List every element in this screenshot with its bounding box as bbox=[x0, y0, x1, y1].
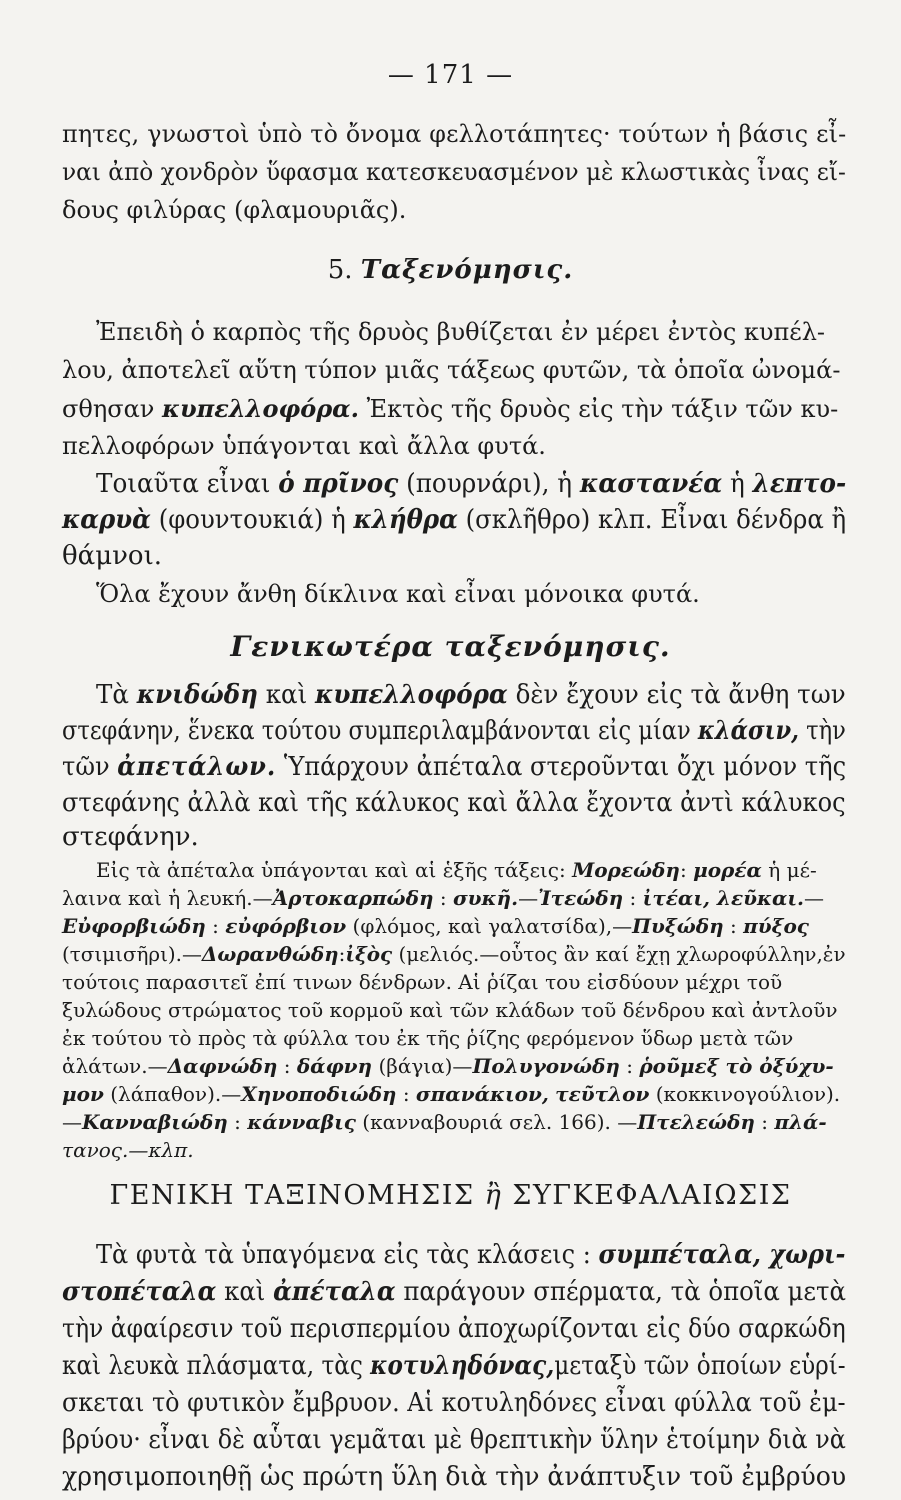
text-line: Τὰ κνιδώδη καὶ κυπελλοφόρα δὲν ἔχουν εἰς τὰ ἄνθη των bbox=[96, 680, 846, 710]
text-line: τῶν ἀπετάλων. Ὑπάρχουν ἀπέταλα στεροῦνται ὄχι μόνον τῆς bbox=[62, 752, 847, 782]
text-line: βρύου· εἶναι δὲ αὗται γεμᾶται μὲ θρεπτικὴν ὕλην ἑτοίμην διὰ νὰ bbox=[62, 1425, 846, 1455]
section-heading bbox=[0, 255, 901, 285]
text-line: δους φιλύρας (φλαμουριᾶς). bbox=[62, 196, 407, 224]
small-text-line: Εἰς τὰ ἀπέταλα ὑπάγονται καὶ αἱ ἑξῆς τάξεις: Μορεώδη: μορέα ἡ μέ- bbox=[96, 858, 817, 882]
text-line: σκεται τὸ φυτικὸν ἔμβρυον. Αἱ κοτυληδόνες εἶναι φύλλα τοῦ ἐμ- bbox=[62, 1388, 846, 1418]
subsection-heading: Γενικωτέρα ταξενόμησις. bbox=[230, 630, 671, 663]
text-line: στεφάνην. bbox=[62, 822, 199, 852]
text-line: πητες, γνωστοὶ ὑπὸ τὸ ὄνομα φελλοτάπητες· τούτων ἡ βάσις εἶ- bbox=[62, 120, 847, 148]
section-number: 5. bbox=[327, 255, 353, 285]
small-text-line: ἐκ τούτου τὸ πρὸς τὰ φύλλα του ἐκ τῆς ῥίζης φερόμενον ὕδωρ μετὰ τῶν bbox=[62, 1026, 794, 1050]
chapter-title: ΓΕΝΙΚΗ ΤΑΞΙΝΟΜΗΣΙΣ ἢ ΣΥΓΚΕΦΑΛΑΙΩΣΙΣ bbox=[109, 1180, 792, 1211]
section-title: Ταξενόμησις. bbox=[360, 255, 574, 285]
small-text-line: ἁλάτων.—Δαφνώδη : δάφνη (βάγια)—Πολυγονώδη : ῥοῦμεξ τὸ ὀξύχυ- bbox=[62, 1054, 834, 1078]
small-text-line: τανος.—κλπ. bbox=[62, 1138, 194, 1162]
small-text-line: μον (λάπαθον).—Χηνοποδιώδη : σπανάκιον, τεῦτλον (κοκκινογούλιον). bbox=[62, 1082, 841, 1106]
small-text-line: λαινα καὶ ἡ λευκή.—Ἀρτοκαρπώδη : συκῆ.—Ἰτεώδη : ἰτέαι, λεῦκαι.— bbox=[62, 886, 825, 910]
text-line: θάμνοι. bbox=[62, 541, 163, 571]
text-line: χρησιμοποιηθῇ ὡς πρώτη ὕλη διὰ τὴν ἀνάπτυξιν τοῦ ἐμβρύου bbox=[62, 1462, 847, 1492]
text-line: καρυὰ (φουντουκιά) ἡ κλήθρα (σκλῆθρο) κλπ. Εἶναι δένδρα ἢ bbox=[62, 505, 847, 535]
text-line: στοπέταλα καὶ ἀπέταλα παράγουν σπέρματα, τὰ ὁποῖα μετὰ bbox=[62, 1277, 846, 1307]
term-kypellofora: κυπελλοφόρα. bbox=[162, 394, 359, 423]
text-line: τὴν ἀφαίρεσιν τοῦ περισπερμίου ἀποχωρίζονται εἰς δύο σαρκώδη bbox=[62, 1314, 846, 1344]
small-text-line: ξυλώδους στρώματος τοῦ κορμοῦ καὶ τῶν κλάδων τοῦ δένδρου καὶ ἀντλοῦν bbox=[62, 998, 838, 1022]
small-text-line: —Κανναβιώδη : κάνναβις (κανναβουριά σελ. 166). —Πτελεώδη : πλά- bbox=[62, 1110, 827, 1134]
text-line: Ἐπειδὴ ὁ καρπὸς τῆς δρυὸς βυθίζεται ἐν μέρει ἐντὸς κυπέλ- bbox=[96, 318, 826, 346]
text-line: Τοιαῦτα εἶναι ὁ πρῖνος (πουρνάρι), ἡ καστανέα ἡ λεπτο- bbox=[96, 469, 847, 499]
text-line: λου, ἀποτελεῖ αὕτη τύπον μιᾶς τάξεως φυτῶν, τὰ ὁποῖα ὠνομά- bbox=[62, 356, 841, 384]
small-text-line: Εὐφορβιώδη : εὐφόρβιον (φλόμος, καὶ γαλατσίδα),—Πυξώδη : πύξος bbox=[62, 914, 809, 938]
text-line: στεφάνην, ἕνεκα τούτου συμπεριλαμβάνονται εἰς μίαν κλάσιν, τὴν bbox=[62, 716, 846, 746]
text-line: στεφάνης ἀλλὰ καὶ τῆς κάλυκος καὶ ἄλλα ἔχοντα ἀντὶ κάλυκος bbox=[62, 788, 846, 818]
text-line: Τὰ φυτὰ τὰ ὑπαγόμενα εἰς τὰς κλάσεις : συμπέταλα, χωρι- bbox=[96, 1240, 846, 1270]
text-line: καὶ λευκὰ πλάσματα, τὰς κοτυληδόνας,μεταξὺ τῶν ὁποίων εὑρί- bbox=[62, 1351, 846, 1381]
small-text-line: τούτοις παρασιτεῖ ἐπί τινων δένδρων. Αἱ ῥίζαι του εἰσδύουν μέχρι τοῦ bbox=[62, 970, 783, 994]
text-line: ναι ἀπὸ χονδρὸν ὕφασμα κατεσκευασμένον μὲ κλωστικὰς ἶνας εἴ- bbox=[62, 158, 846, 186]
text-line: σθησαν κυπελλοφόρα. Ἐκτὸς τῆς δρυὸς εἰς τὴν τάξιν τῶν κυ- bbox=[62, 394, 839, 423]
text-line: πελλοφόρων ὑπάγονται καὶ ἄλλα φυτά. bbox=[62, 432, 546, 460]
page-number: — 171 — bbox=[387, 60, 514, 90]
small-text-line: (τσιμισῆρι).—Δωρανθώδη:ἰξὸς (μελιός.—οὗτος ἂν καί ἔχῃ χλωροφύλλην,ἐν bbox=[62, 942, 846, 966]
text-line: Ὅλα ἔχουν ἄνθη δίκλινα καὶ εἶναι μόνοικα φυτά. bbox=[96, 580, 700, 608]
